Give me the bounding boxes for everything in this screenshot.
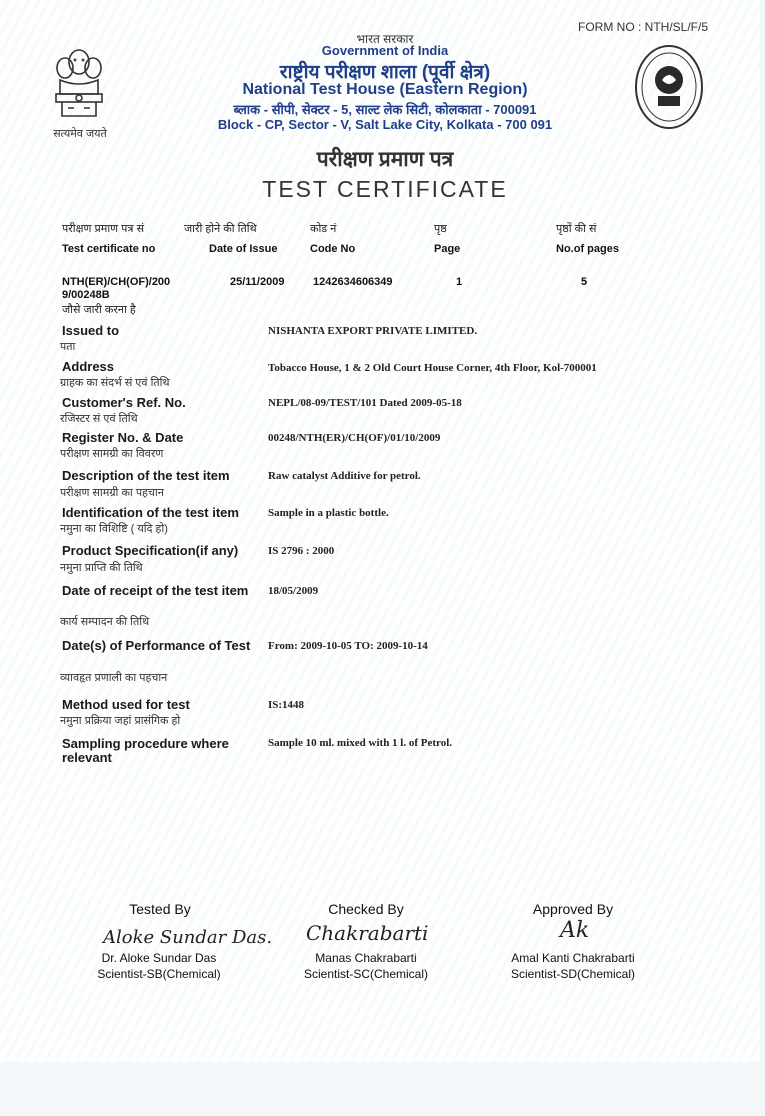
field-value-register-no: 00248/NTH(ER)/CH(OF)/01/10/2009 [268,432,441,444]
field-label-date-of-receipt: Date of receipt of the test item [62,583,249,598]
field-label-register-no: Register No. & Date [62,430,184,445]
tested-by-signature: Aloke Sundar Das. [103,927,273,948]
header-code-no: Code No [310,243,356,255]
field-value-method: IS:1448 [268,699,305,711]
header-page-hindi: पृष्ठ [434,223,447,235]
cert-no-line1: NTH(ER)/CH(OF)/200 [62,276,171,288]
nth-seal-icon [634,44,704,130]
date-of-issue-value: 25/11/2009 [230,276,285,288]
code-no-value: 1242634606349 [313,276,393,288]
field-label-product-spec: Product Specification(if any) [62,543,239,558]
field-value-sampling: Sample 10 ml. mixed with 1 l. of Petrol. [268,737,453,749]
field-label-hindi: व्यावहृत प्रणाली का पहचान [60,672,168,684]
address-english: Block - CP, Sector - V, Salt Lake City, Kolkata - 700 091 [217,117,553,132]
org-name-english: National Test House (Eastern Region) [242,81,528,98]
govt-hindi: भारत सरकार [356,32,414,46]
checked-by-role: Scientist-SC(Chemical) [303,967,429,981]
field-label-hindi: ग्राहक का संदर्भ सं एवं तिथि [60,377,170,389]
field-label-description: Description of the test item [62,468,230,483]
field-value-customer-ref: NEPL/08-09/TEST/101 Dated 2009-05-18 [268,397,462,409]
field-label-hindi: कार्य सम्पादन की तिथि [60,616,150,628]
field-value-description: Raw catalyst Additive for petrol. [268,470,421,482]
field-label-hindi: परीक्षण सामग्री का विवरण [60,448,164,460]
tested-by-name: Dr. Aloke Sundar Das [101,951,217,965]
field-label-method: Method used for test [62,697,190,712]
header-date-of-issue: Date of Issue [209,243,278,255]
page-value: 1 [456,276,463,288]
tested-by-role: Scientist-SB(Chemical) [97,967,221,981]
header-no-of-pages: No.of pages [556,243,619,255]
org-name-hindi: राष्ट्रीय परीक्षण शाला (पूर्वी क्षेत्र) [279,62,491,83]
field-label-date-of-performance: Date(s) of Performance of Test [62,638,251,653]
field-label-address: Address [62,359,115,374]
approved-by-role: Scientist-SD(Chemical) [510,967,636,981]
field-label-hindi: नमुना प्रक्रिया जहां प्रासंगिक हो [60,715,181,727]
field-label-hindi: नमुना का विशिष्टि ( यदि हो) [60,523,168,535]
header-page: Page [434,243,461,255]
field-label-sampling: Sampling procedure where relevant [62,736,229,765]
field-value-date-of-performance: From: 2009-10-05 TO: 2009-10-14 [268,640,428,652]
address-hindi: ब्लाक - सीपी, सेक्टर - 5, साल्ट लेक सिटी, कोलकाता - 700091 [233,102,537,117]
header-cert-no-hindi: परीक्षण प्रमाण पत्र सं [62,223,144,235]
checked-by-name: Manas Chakrabarti [315,951,417,965]
field-value-identification: Sample in a plastic bottle. [268,507,389,519]
cert-no-line2: 9/00248B [62,289,110,301]
approved-by-name: Amal Kanti Chakrabarti [511,951,635,965]
field-label-hindi: पता [60,341,76,353]
checked-by-heading: Checked By [328,901,404,917]
checked-by-signature: Chakrabarti [306,921,429,945]
field-label-hindi: रजिस्टर सं एवं तिथि [60,413,138,425]
form-number: FORM NO : NTH/SL/F/5 [578,20,709,34]
field-label-hindi: परीक्षण सामग्री का पहचान [60,487,164,499]
govt-english: Government of India [321,43,449,58]
header-pages-hindi: पृष्ठों की सं [556,223,597,235]
field-label-customer-ref: Customer's Ref. No. [62,395,186,410]
header-date-hindi: जारी होने की तिथि [184,223,257,235]
emblem-motto: सत्यमेव जयते [53,128,107,140]
approved-by-heading: Approved By [532,901,614,917]
national-emblem-icon [48,42,110,124]
field-value-issued-to: NISHANTA EXPORT PRIVATE LIMITED. [268,325,478,337]
field-value-product-spec: IS 2796 : 2000 [268,545,335,557]
field-label-issued-to: Issued to [62,323,120,338]
field-label-identification: Identification of the test item [62,505,239,520]
header-cert-no: Test certificate no [62,243,156,255]
certificate-title: TEST CERTIFICATE [262,176,508,202]
field-value-date-of-receipt: 18/05/2009 [268,585,319,597]
certificate-title-hindi: परीक्षण प्रमाण पत्र [316,148,454,171]
field-value-address: Tobacco House, 1 & 2 Old Court House Corner, 4th Floor, Kol-700001 [268,362,597,374]
header-code-hindi: कोड नं [310,223,337,235]
tested-by-heading: Tested By [129,901,191,917]
issued-note-hindi: जौसे जारी करना है [62,304,136,316]
no-of-pages-value: 5 [581,276,588,288]
field-label-hindi: नमुना प्राप्ति की तिथि [60,562,143,574]
approved-by-signature: Ak [560,918,590,943]
